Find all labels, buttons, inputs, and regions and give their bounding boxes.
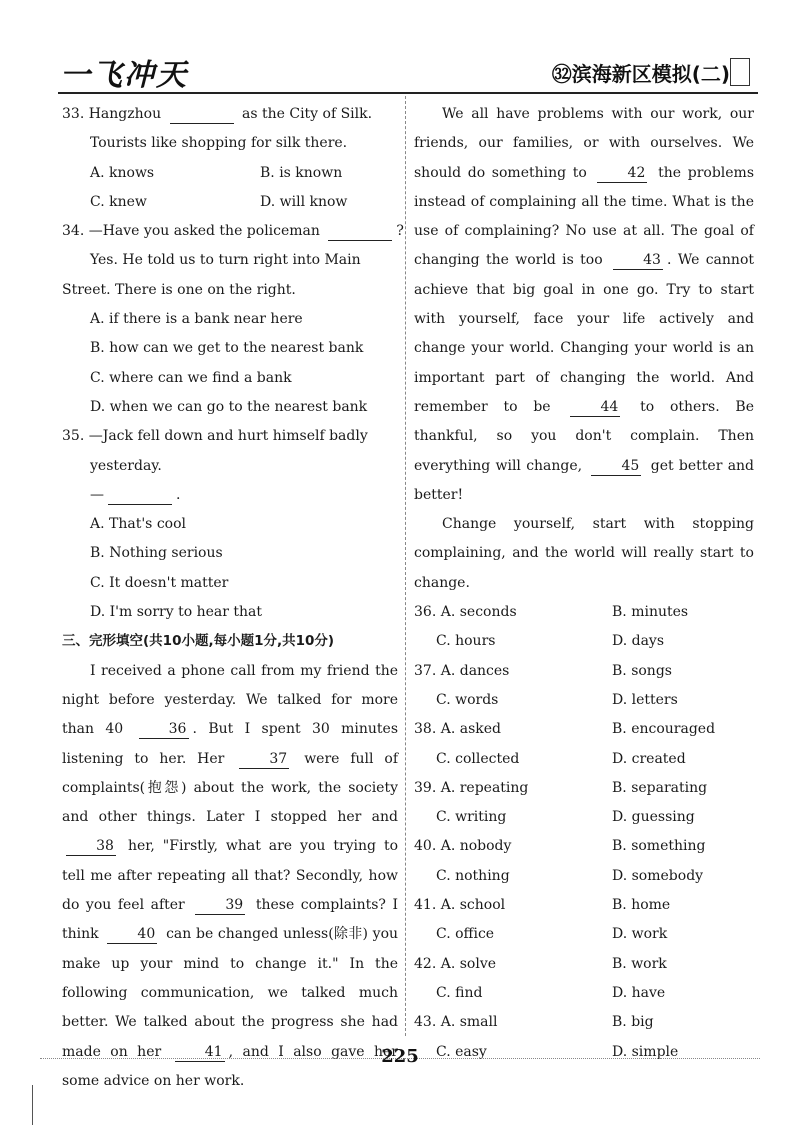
- question-35-line2: yesterday.: [90, 457, 162, 474]
- option-row: [414, 745, 754, 774]
- option[interactable]: D. work: [612, 926, 668, 943]
- cloze-blank-37[interactable]: 37: [239, 750, 289, 769]
- answer-blank-35[interactable]: [108, 486, 172, 505]
- cloze-passage-part2: We all have problems with our work, our friends, our families, or with ourselves. We should do something to 42 the problems instead of complaining all the time. What is the use of complaining? No use at all. The goal of changing the world is too 43 . We cannot achieve that big goal in one go. Try to start with yourself, face your life actively and change your world. Changing your world is an important part of changing the world. And remember to be 44 to others. Be thankful, so you don't complain. Then everything will change, 45 get better and better!: [414, 106, 755, 503]
- option[interactable]: C. office: [436, 926, 495, 943]
- option[interactable]: A. if there is a bank near here: [90, 311, 303, 328]
- option[interactable]: D. days: [612, 633, 665, 650]
- option[interactable]: C. knew: [90, 193, 147, 210]
- option[interactable]: C. easy: [436, 1043, 487, 1060]
- question-34-reply: Yes. He told us to turn right into Main: [90, 252, 361, 269]
- answer-blank-33[interactable]: [170, 105, 234, 124]
- option[interactable]: 42. A. solve: [414, 955, 497, 972]
- page-number: 225: [381, 1046, 419, 1067]
- right-column: [414, 100, 754, 1067]
- section-heading-cloze: 三、完形填空(共10小题,每小题1分,共10分): [62, 633, 335, 650]
- option[interactable]: B. work: [612, 955, 667, 972]
- option[interactable]: A. knows: [90, 164, 155, 181]
- question-33-options-ab: [62, 159, 398, 188]
- answer-blank-34[interactable]: [328, 222, 392, 241]
- option-row: [414, 598, 754, 627]
- option[interactable]: 41. A. school: [414, 897, 506, 914]
- option-row: [414, 950, 754, 979]
- option[interactable]: A. That's cool: [90, 516, 186, 533]
- brand-title: 一飞冲天: [60, 58, 188, 93]
- option[interactable]: 39. A. repeating: [414, 779, 529, 796]
- option[interactable]: D. simple: [612, 1043, 679, 1060]
- option[interactable]: B. big: [612, 1014, 654, 1031]
- cloze-blank-38[interactable]: 38: [66, 837, 116, 856]
- option-row: [414, 686, 754, 715]
- option[interactable]: C. writing: [436, 809, 507, 826]
- option[interactable]: C. collected: [436, 750, 520, 767]
- option[interactable]: 36. A. seconds: [414, 604, 517, 621]
- option-row: [414, 657, 754, 686]
- option[interactable]: C. where can we find a bank: [90, 369, 292, 386]
- option-row: [414, 774, 754, 803]
- option-row: [414, 627, 754, 656]
- option[interactable]: C. find: [436, 984, 483, 1001]
- question-33: 33. Hangzhou as the City of Silk.: [62, 106, 373, 122]
- option[interactable]: C. words: [436, 691, 499, 708]
- cloze-passage-part1: I received a phone call from my friend the night before yesterday. We talked for more than 40 36 . But I spent 30 minutes listening to her. Her 37 were full of complaints(抱怨) about the work, the society and other things. Later I stopped her and 38 her, "Firstly, what are you trying to tell me after repeating all that? Secondly, how do you feel after 39 these complaints? I think 40 can be changed unless(除非) you make up your mind to change it." In the following communication, we talked much better. We talked about the progress she had made on her 41 , and I also gave her some advice on her work.: [62, 662, 399, 1089]
- cloze-blank-42[interactable]: 42: [597, 164, 647, 183]
- option[interactable]: 37. A. dances: [414, 662, 510, 679]
- cloze-passage-part3: Change yourself, start with stopping complaining, and the world will really start to change.: [414, 516, 754, 591]
- question-34: 34. —Have you asked the policeman ?: [62, 223, 404, 240]
- option[interactable]: B. is known: [260, 164, 343, 181]
- cloze-blank-39[interactable]: 39: [195, 896, 245, 915]
- question-33-line2: Tourists like shopping for silk there.: [90, 135, 348, 152]
- binding-margin-mark: [32, 1085, 33, 1125]
- option[interactable]: C. It doesn't matter: [90, 574, 229, 591]
- option[interactable]: C. hours: [436, 633, 496, 650]
- option-row: [414, 1008, 754, 1037]
- option-row: [414, 803, 754, 832]
- option[interactable]: B. encouraged: [612, 721, 716, 738]
- cloze-blank-44[interactable]: 44: [570, 398, 620, 417]
- option-row: [414, 862, 754, 891]
- option-row: [414, 979, 754, 1008]
- question-35-reply: — .: [90, 486, 181, 503]
- option[interactable]: 38. A. asked: [414, 721, 501, 738]
- cloze-blank-41[interactable]: 41: [175, 1043, 225, 1062]
- option[interactable]: D. created: [612, 750, 686, 767]
- cloze-blank-45[interactable]: 45: [591, 457, 641, 476]
- header-rule: [58, 92, 758, 94]
- cloze-blank-43[interactable]: 43: [613, 251, 663, 270]
- option[interactable]: B. something: [612, 838, 706, 855]
- option[interactable]: D. when we can go to the nearest bank: [90, 398, 368, 415]
- option-row: [414, 715, 754, 744]
- option[interactable]: B. home: [612, 897, 671, 914]
- option[interactable]: C. nothing: [436, 867, 510, 884]
- page-header: [0, 0, 800, 100]
- option[interactable]: D. somebody: [612, 867, 704, 884]
- option[interactable]: D. will know: [260, 193, 348, 210]
- option[interactable]: B. Nothing serious: [90, 545, 223, 562]
- option[interactable]: D. I'm sorry to hear that: [90, 604, 262, 621]
- option[interactable]: B. how can we get to the nearest bank: [90, 340, 364, 357]
- option[interactable]: B. songs: [612, 662, 672, 679]
- question-33-options-cd: [62, 188, 398, 217]
- option[interactable]: D. have: [612, 984, 666, 1001]
- option[interactable]: B. minutes: [612, 604, 689, 621]
- corner-tag-icon: [730, 58, 750, 86]
- cloze-blank-36[interactable]: 36: [139, 720, 189, 739]
- option-row: [414, 891, 754, 920]
- option[interactable]: B. separating: [612, 779, 708, 796]
- option-row: [414, 832, 754, 861]
- option[interactable]: 43. A. small: [414, 1014, 498, 1031]
- option[interactable]: D. guessing: [612, 809, 695, 826]
- option-row: [414, 920, 754, 949]
- cloze-options: [414, 598, 754, 1067]
- option[interactable]: D. letters: [612, 691, 678, 708]
- question-35: 35. —Jack fell down and hurt himself badly: [62, 428, 368, 445]
- question-34-reply-2: Street. There is one on the right.: [62, 281, 296, 298]
- option[interactable]: 40. A. nobody: [414, 838, 512, 855]
- section-title: ㉜滨海新区模拟(二): [551, 62, 730, 86]
- cloze-blank-40[interactable]: 40: [107, 925, 157, 944]
- column-divider: [405, 96, 406, 1036]
